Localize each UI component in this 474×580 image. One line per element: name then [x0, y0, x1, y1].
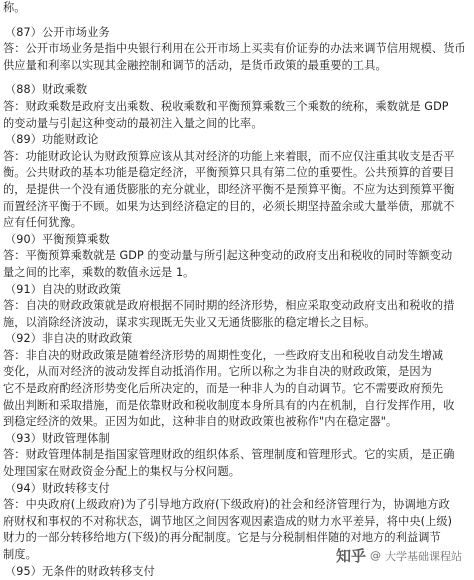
answer-line: 的变动量与引起这种变动的最初注入量之间的比率。: [3, 116, 263, 130]
answer-line: 答：财政乘数是政府支出乘数、税收乘数和平衡预算乘数三个乘数的统称，乘数就是 GDP: [3, 99, 449, 113]
section-93: [3, 431, 468, 481]
answer-line: 答：中央政府(上级政府)为了引导地方政府(下级政府)的社会和经济管理行为，协调地方政: [3, 498, 450, 512]
answer-line: 变化，从而对经济的波动发挥自动抵消作用。它所以称之为非自决的财政政策，是因为: [3, 365, 432, 379]
section-title: （92）非自决的财政政策: [5, 332, 133, 346]
section-title: （94）财政转移支付: [5, 481, 110, 495]
watermark-at-symbol: @: [370, 549, 381, 562]
section-title: （90）平衡预算乘数: [5, 232, 110, 246]
answer-line: 答：公开市场业务是指中央银行利用在公开市场上买卖有价证券的办法来调节信用规模、货币: [3, 42, 466, 56]
section-title: （87）公开市场业务: [5, 25, 110, 39]
section-91: [3, 282, 468, 332]
section-gap: [3, 74, 468, 82]
section-90: [3, 232, 468, 282]
answer-line: 财力的一部分转移给地方(下级)的再分配制度。它是与分税制相伴随的对地方的利益调节: [3, 531, 441, 545]
section-title: （88）财政乘数: [5, 83, 88, 97]
answer-line: 的，是提供一个没有通货膨胀的充分就业，即经济平衡不是预算平衡。不应为达到预算平衡: [3, 182, 455, 196]
answer-line: 答：平衡预算乘数就是 GDP 的变动量与所引起这种变动的政府支出和税收的同时等额变动: [3, 249, 453, 263]
zhihu-watermark: [334, 544, 466, 567]
top-fragment: 称。: [3, 1, 26, 14]
answer-line: 制度。: [3, 548, 37, 561]
section-title: （93）财政管理体制: [5, 431, 110, 445]
section-gap: [3, 17, 468, 25]
section-title: （91）自决的财政政策: [5, 282, 122, 296]
answer-line: 到稳定经济的效果。正因为如此，这种非自的财政政策也被称作"内在稳定器"。: [3, 415, 398, 429]
zhihu-logo-icon: 知乎: [335, 547, 366, 565]
section-92: [3, 331, 468, 431]
section-89: [3, 132, 468, 232]
answer-line: 答：功能财政论认为财政预算应该从其对经济的功能上来着眼，而不应仅注重其收支是否平: [3, 149, 455, 163]
section-87: [3, 25, 468, 75]
answer-line: 应有任何犹豫。: [3, 216, 83, 230]
answer-line: 它不是政府酌经济形势变化后所决定的，而是一种非人为的自动调节。它不需要政府预先: [3, 382, 444, 396]
answer-line: 做出判断和采取措施，而是依靠财政和税收制度本身所具有的内在机制，自行发挥作用，收: [3, 398, 455, 412]
section-88: [3, 82, 468, 132]
answer-line: 处理国家在财政资金分配上的集权与分权问题。: [3, 465, 241, 479]
watermark-account-name: 大学基础课程站: [385, 549, 462, 563]
section-title: （89）功能财政论: [5, 133, 99, 147]
section-title: （95）无条件的财政转移支付: [5, 564, 155, 578]
answer-line: 府财权和事权的不对称状态，调节地区之间因客观因素造成的财力水平差异，将中央(上级): [3, 514, 453, 528]
answer-line: 供应量和利率以实现其金融控制和调节的活动，是货币政策的最重要的工具。: [3, 58, 387, 72]
answer-line: 施，以消除经济波动，谋求实现既无失业又无通货膨胀的稳定增长之目标。: [3, 315, 376, 329]
answer-line: 答：自决的财政政策就是政府根据不同时期的经济形势，相应采取变动政府支出和税收的措: [3, 299, 455, 313]
answer-line: 而置经济平衡于不顾。如果为达到经济稳定的目的，必须长期坚持盈余或大量举债，那就不: [3, 199, 455, 213]
answer-line: 答：财政管理体制是指国家管理财政的组织体系、管理制度和管理形式。它的实质，是正确: [3, 448, 455, 462]
answer-line: 衡。公共财政的基本功能是稳定经济，平衡预算只具有第二位的重要性。公共预算的首要目: [3, 166, 455, 180]
answer-line: 量之间的比率，乘数的数值永远是 1。: [3, 265, 195, 279]
answer-line: 答：非自决的财政政策是随着经济形势的周期性变化，一些政府支出和税收自动发生增减: [3, 348, 444, 362]
